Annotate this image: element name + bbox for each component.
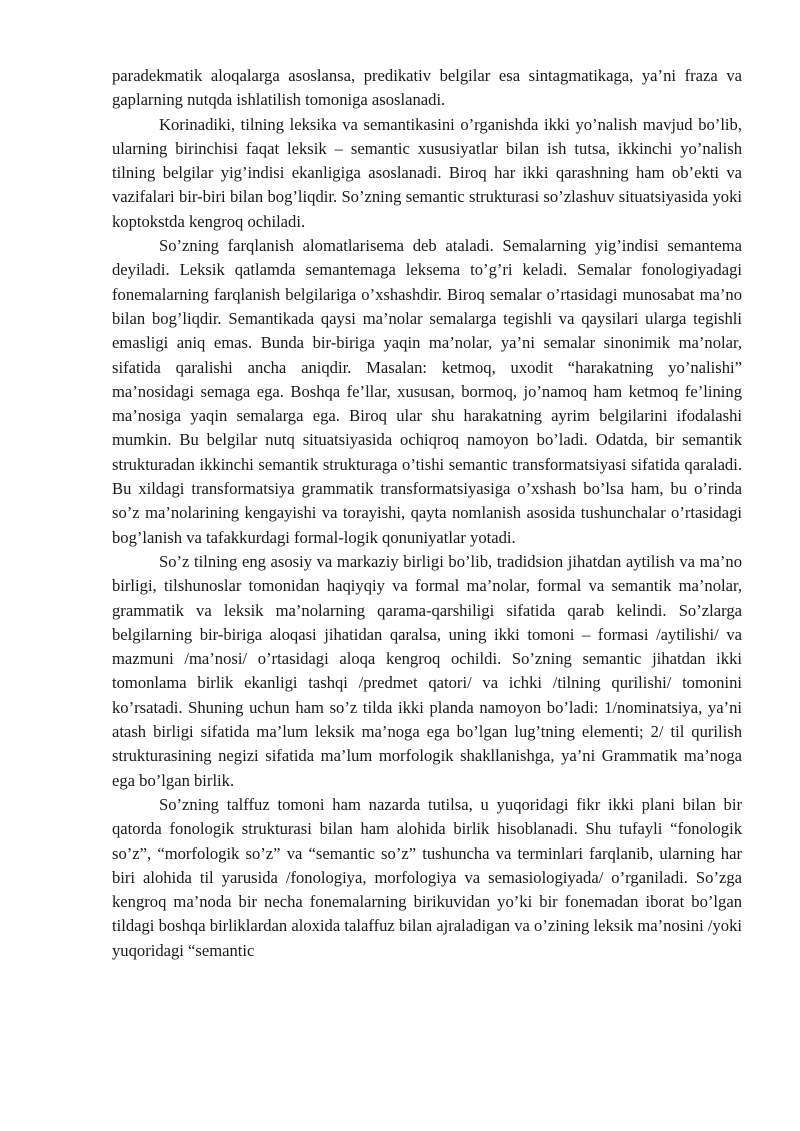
paragraph-3: So’zning farqlanish alomatlarisema deb ataladi. Semalarning yig’indisi semantema deyiladi. Leksik qatlamda semantemaga leksema to’g’ri keladi. Semalar fonologiyadagi fonemalarning farqlanish belgilariga o’xshashdir. Biroq semalar o’rtasidagi munosabat ma’no bilan bog’liqdir. Semantikada qaysi ma’nolar semalarga tegishli va qaysilari ularga tegishli emasligi aniq emas. Bunda bir-biriga yaqin ma’nolar, ya’ni semalar sinonimik ma’nolar, sifatida qaralishi ancha aniqdir. Masalan: ketmoq, uxodit “harakatning yo’nalishi” ma’nosidagi semaga ega. Boshqa fe’llar, xususan, bormoq, jo’namoq ham ketmoq fe’lining ma’nosiga yaqin semalarga ega. Biroq ular shu harakatning ayrim belgilarini ifodalashi mumkin. Bu belgilar nutq situatsiyasida ochiqroq namoyon bo’ladi. Odatda, bir semantik strukturadan ikkinchi semantik strukturaga o’tishi semantic transformatsiyasi sifatida qaraladi. Bu xildagi transformatsiya grammatik transformatsiyasiga o’xshash bo’lsa ham, bu o’rinda so’z ma’nolarining kengayishi va torayishi, qayta nomlanish asosida tushunchalar o’rtasidagi bog’lanish va tafakkurdagi formal-logik qonuniyatlar yotadi. xyxy=(112,236,742,547)
paragraph-1: paradekmatik aloqalarga asoslansa, predikativ belgilar esa sintagmatikaga, ya’ni fraza va gaplarning nutqda ishlatilish tomoniga asoslanadi. xyxy=(112,66,742,110)
document-page xyxy=(112,64,742,963)
paragraph-2: Korinadiki, tilning leksika va semantikasini o’rganishda ikki yo’nalish mavjud bo’lib, ularning birinchisi faqat leksik – semantic xususiyatlar bilan ish tutsa, ikkinchi yo’nalish tilning belgilar yig’indisi ekanligiga asoslanadi. Biroq har ikki qarashning ham ob’ekti va vazifalari bir-biri bilan bog’liqdir. So’zning semantic strukturasi so’zlashuv situatsiyasida yoki koptokstda kengroq ochiladi. xyxy=(112,114,742,231)
paragraph-5: So’zning talffuz tomoni ham nazarda tutilsa, u yuqoridagi fikr ikki plani bilan bir qatorda fonologik strukturasi bilan ham alohida birlik hisoblanadi. Shu tufayli “fonologik so’z”, “morfologik so’z” va “semantic so’z” tushuncha va terminlari farqlanib, ularning har biri alohida til yarusida /fonologiya, morfologiya va semasiologiyada/ o’rganiladi. So’zga kengroq ma’noda bir necha fonemalarning birikuvidan yo’ki bir fonemadan iborat bo’lgan tildagi boshqa birliklardan aloxida talaffuz bilan ajraladigan va o’zining leksik ma’nosini /yoki yuqoridagi “semantic xyxy=(112,794,742,960)
paragraph-4: So’z tilning eng asosiy va markaziy birligi bo’lib, tradidsion jihatdan aytilish va ma’no birligi, tilshunoslar tomonidan haqiyqiy va formal ma’nolar, formal va semantik ma’nolar, grammatik va leksik ma’nolarning qarama-qarshiligi sifatida qarab kelindi. So’zlarga belgilarning bir-biriga aloqasi jihatidan qaralsa, uning ikki tomoni – formasi /aytilishi/ va mazmuni /ma’nosi/ o’rtasidagi aloqa kengroq ochildi. So’zning semantic jihatdan ikki tomonlama birlik ekanligi tashqi /predmet qatori/ va ichki /tilning qurilishi/ tomonini ko’rsatadi. Shuning uchun ham so’z tilda ikki planda namoyon bo’ladi: 1/nominatsiya, ya’ni atash birligi sifatida ma’lum leksik ma’noga ega bo’lgan lug’tning elementi; 2/ til qurilish strukturasining negizi sifatida ma’lum morfologik shakllanishga, ya’ni Grammatik ma’noga ega bo’lgan birlik. xyxy=(112,551,742,790)
